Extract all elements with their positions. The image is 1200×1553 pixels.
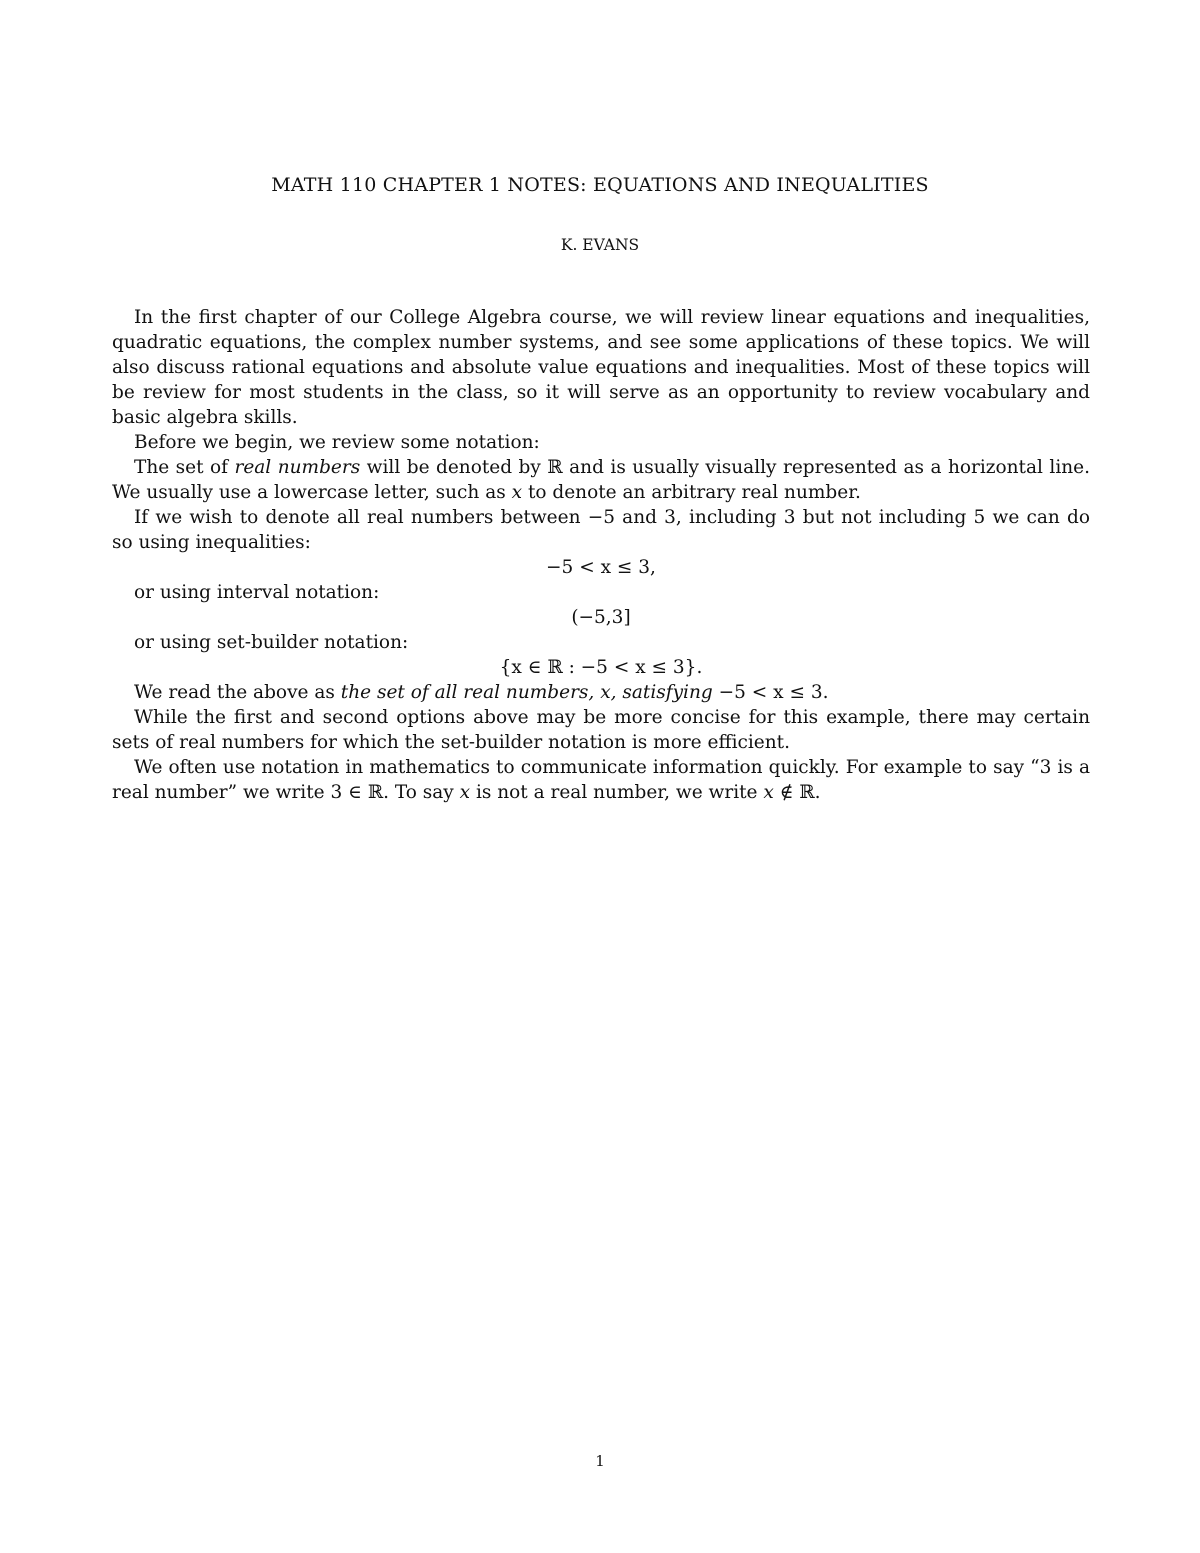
set-builder-label: or using set-builder notation: [134, 632, 409, 653]
term-real-numbers: real numbers [234, 457, 361, 478]
intro-paragraph: In the first chapter of our College Algebra course, we will review linear equations and inequalities, quadratic equations, the complex number systems, and see some applications of these topics. We will also discuss rational equations and absolute value equations and inequalities. Most of these topics will be review for most students in the class, so it will serve as an opportunity to review vocabulary and basic algebra skills. [112, 307, 1090, 428]
options-paragraph: While the first and second options above may be more concise for this example, there may certain sets of real numbers for which the set-builder notation is more efficient. [112, 707, 1090, 753]
inequality-equation: −5 < x ≤ 3, [546, 557, 656, 578]
interval-notation-equation: (−5,3] [571, 607, 631, 628]
document-title: MATH 110 CHAPTER 1 NOTES: EQUATIONS AND INEQUALITIES [271, 174, 929, 196]
page-number: 1 [595, 1452, 605, 1470]
notation-intro: Before we begin, we review some notation: [134, 432, 540, 453]
interval-paragraph: If we wish to denote all real numbers between −5 and 3, including 3 but not including 5 we can do so using inequalities: [112, 507, 1090, 553]
real-numbers-paragraph: The set of real numbers will be denoted by ℝ and is usually visually represented as a horizontal line. We usually use a lowercase letter, such as x to denote an arbitrary real number. [112, 457, 1090, 503]
reading-paragraph: We read the above as the set of all real numbers, x, satisfying −5 < x ≤ 3. [134, 682, 829, 703]
interval-notation-label: or using interval notation: [134, 582, 380, 603]
membership-paragraph: We often use notation in mathematics to communicate information quickly. For example to say “3 is a real number” we write 3 ∈ ℝ. To say x is not a real number, we write x ∉ ℝ. [112, 757, 1090, 803]
author-name: K. EVANS [560, 236, 640, 254]
set-builder-equation: {x ∈ ℝ : −5 < x ≤ 3}. [499, 657, 703, 678]
document-body [112, 305, 1090, 805]
